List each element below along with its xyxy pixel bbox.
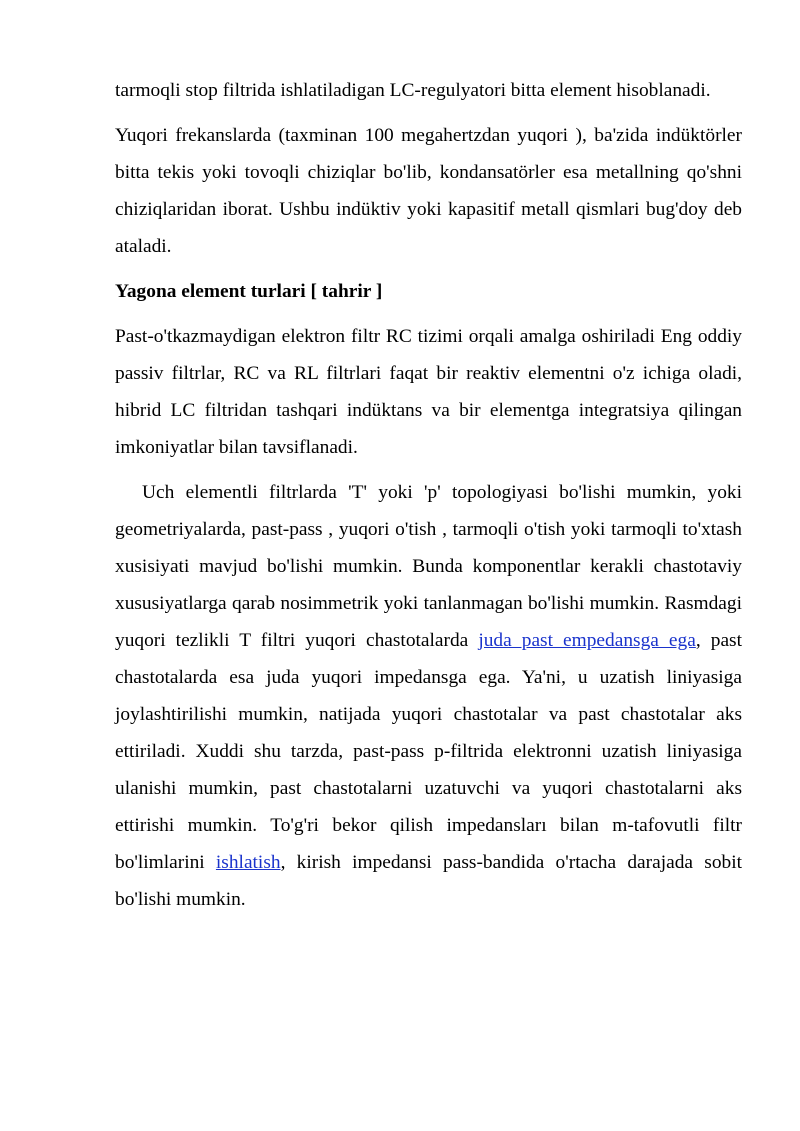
section-heading: Yagona element turlari [ tahrir ] (115, 281, 383, 302)
document-page (115, 72, 742, 926)
paragraph-high-frequencies: Yuqori frekanslarda (taxminan 100 megahertzdan yuqori ), ba'zida indüktörler bitta tekis yoki tovoqli chiziqlar bo'lib, kondansatörler esa metallning qo'shni chiziqlaridan iborat. Ushbu indüktiv yoki kapasitif metall qismlari bug'doy deb ataladi. (115, 125, 742, 257)
link-use[interactable]: ishlatish (215, 852, 281, 873)
paragraph-passive-filters: Past-o'tkazmaydigan elektron filtr RC tizimi orqali amalga oshiriladi Eng oddiy passiv filtrlar, RC va RL filtrlari faqat bir reaktiv elementni o'z ichiga oladi, hibrid LC filtridan tashqari indüktans va bir elementga integratsiya qilingan imkoniyatlar bilan tavsiflanadi. (115, 326, 742, 458)
paragraph-three-element-filters (115, 474, 742, 918)
paragraph-lc-regulator: tarmoqli stop filtrida ishlatiladigan LC-regulyatori bitta element hisoblanadi. (115, 80, 711, 101)
paragraph-text-part-3: , kirish impedansi pass-bandida o'rtacha darajada sobit bo'lishi mumkin. (115, 852, 742, 910)
paragraph-text-part-1: Uch elementli filtrlarda 'T' yoki 'p' topologiyasi bo'lishi mumkin, yoki geometriyalarda, past-pass , yuqori o'tish , tarmoqli o'tish yoki tarmoqli to'xtash xusisiyati mavjud bo'lishi mumkin. Bunda komponentlar kerakli chastotaviy xususiyatlarga qarab nosimmetrik yoki tanlanmagan bo'lishi mumkin. Rasmdagi yuqori tezlikli T filtri yuqori chastotalarda (115, 482, 742, 651)
link-low-impedance[interactable]: juda past empedansga ega (478, 630, 696, 651)
paragraph-text-part-2: , past chastotalarda esa juda yuqori impedansga ega. Ya'ni, u uzatish liniyasiga joylashtirilishi mumkin, natijada yuqori chastotalar va past chastotalar aks ettiriladi. Xuddi shu tarzda, past-pass p-filtrida elektronni uzatish liniyasiga ulanishi mumkin, past chastotalarni uzatuvchi va yuqori chastotalarni aks ettirishi mumkin. To'g'ri bekor qilish impedansları bilan m-tafovutli filtr bo'limlarini (115, 630, 742, 873)
